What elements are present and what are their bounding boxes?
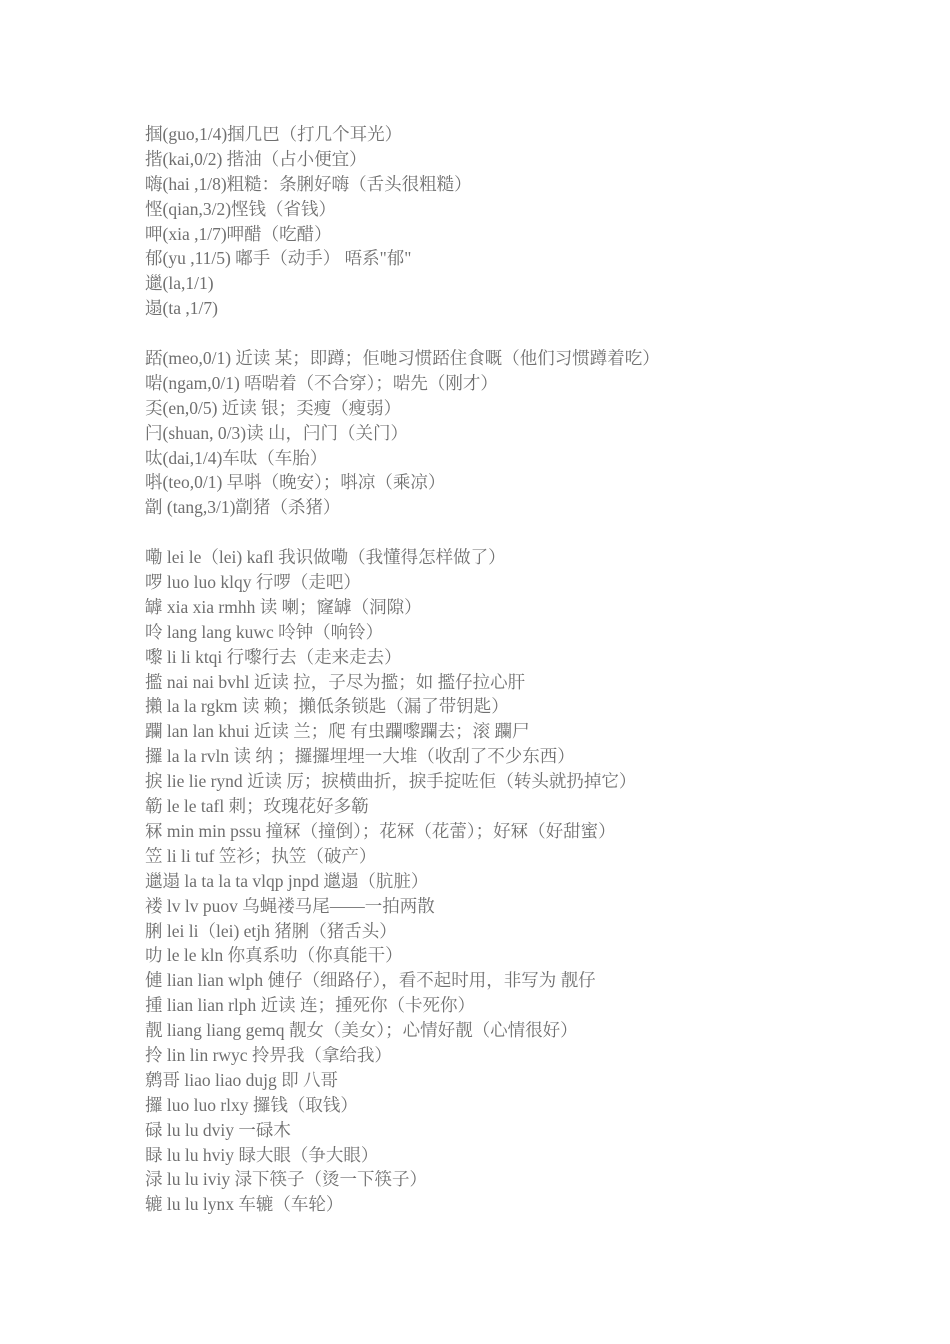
entry-line: 呷(xia ,1/7)呷醋（吃醋） [145, 223, 332, 244]
entry-line: 褛 lv lv puov 乌蝇褛马尾——一拍两散 [145, 895, 435, 916]
entry-line: 邋(la,1/1) [145, 273, 214, 294]
entry-line: 嚟 li li ktqi 行嚟行去（走来走去） [145, 646, 402, 667]
entry-line: 碌 lu lu dviy 一碌木 [145, 1119, 291, 1140]
entry-line: 掴(guo,1/4)掴几巴（打几个耳光） [145, 124, 403, 144]
entry-line: 渌 lu lu iviy 渌下筷子（烫一下筷子） [145, 1169, 427, 1190]
entry-line: 攞 la la rvln 读 纳 ；攞攞埋埋一大堆（收刮了不少东西） [145, 746, 575, 767]
entry-line: 踎(meo,0/1) 近读 某；即蹲；佢哋习惯踎住食嘅（他们习惯蹲着吃） [145, 348, 660, 369]
entry-line: 揩(kai,0/2) 揩油（占小便宜） [145, 148, 367, 169]
entry-line: 睩 lu lu hviy 睩大眼（争大眼） [145, 1144, 379, 1165]
entry-line: 靓 liang liang gemq 靓女（美女）；心情好靓（心情很好） [145, 1020, 578, 1041]
entry-line: 捩 lie lie rynd 近读 厉；捩横曲折，捩手掟咗佢（转头就扔掉它） [145, 771, 637, 792]
entry-line: 呔(dai,1/4)车呔（车胎） [145, 447, 328, 468]
entry-line: 奀(en,0/5) 近读 银；奀瘦（瘦弱） [145, 397, 402, 418]
entry-line: 邋遢 la ta la ta vlqp jnpd 邋遢（肮脏） [145, 870, 429, 891]
entry-line: 冧 min min pssu 撞冧（撞倒）；花冧（花蕾）；好冧（好甜蜜） [145, 820, 616, 841]
entry-line: 嘞 lei le（lei) kafl 我识做嘞（我懂得怎样做了） [145, 547, 506, 568]
entry-line: 叻 le le kln 你真系叻（你真能干） [145, 945, 403, 966]
entry-line: 唞(teo,0/1) 早唞（晚安）；唞凉（乘凉） [145, 472, 446, 493]
entry-line: 攋 la la rgkm 读 赖；攋低条锁匙（漏了带钥匙） [145, 696, 509, 717]
entry-line: 躝 lan lan khui 近读 兰；爬 有虫躝嚟躝去；滚 躝尸 [145, 721, 530, 742]
entry-line: 脷 lei li（lei) etjh 猪脷（猪舌头） [145, 920, 397, 941]
entry-line: 僆 lian lian wlph 僆仔（细路仔），看不起时用，非写为 靓仔 [145, 970, 596, 991]
entry-line: 笠 li li tuf 笠衫；执笠（破产） [145, 845, 377, 866]
entry-line: 闩(shuan, 0/3)读 山，闩门（关门） [145, 422, 408, 443]
entry-line: 攞 luo luo rlxy 攞钱（取钱） [145, 1094, 358, 1115]
entry-line: 劏 (tang,3/1)劏猪（杀猪） [145, 497, 341, 518]
entry-line: 啰 luo luo klqy 行啰（走吧） [145, 572, 361, 593]
entry-line: 罅 xia xia rmhh 读 喇；窿罅（洞隙） [145, 596, 422, 617]
entry-line: 啱(ngam,0/1) 唔啱着（不合穿）；啱先（刚才） [145, 372, 498, 393]
blank-line [145, 321, 925, 346]
entry-line: 簕 le le tafl 刺；玫瑰花好多簕 [145, 796, 369, 817]
entry-line: 辘 lu lu lynx 车辘（车轮） [145, 1194, 344, 1215]
entry-line: 呤 lang lang kuwc 呤钟（响铃） [145, 621, 384, 642]
document-body [145, 122, 925, 1217]
entry-line: 拎 lin lin rwyc 拎畀我（拿给我） [145, 1044, 392, 1065]
entry-line: 鹩哥 liao liao dujg 即 八哥 [145, 1069, 338, 1090]
entry-group-1 [145, 122, 925, 321]
entry-line: 郁(yu ,11/5) 嘟手（动手） 唔系"郁" [145, 248, 412, 269]
entry-group-3 [145, 545, 925, 1217]
entry-line: 遢(ta ,1/7) [145, 298, 218, 319]
entry-line: 㩜 nai nai bvhl 近读 拉，子尽为㩜；如 㩜仔拉心肝 [145, 671, 526, 692]
blank-line [145, 520, 925, 545]
entry-line: 嗨(hai ,1/8)粗糙：条脷好嗨（舌头很粗糙） [145, 173, 472, 194]
entry-line: 悭(qian,3/2)悭钱（省钱） [145, 198, 337, 219]
entry-group-2 [145, 346, 925, 520]
entry-line: 揰 lian lian rlph 近读 连；揰死你（卡死你） [145, 995, 476, 1016]
